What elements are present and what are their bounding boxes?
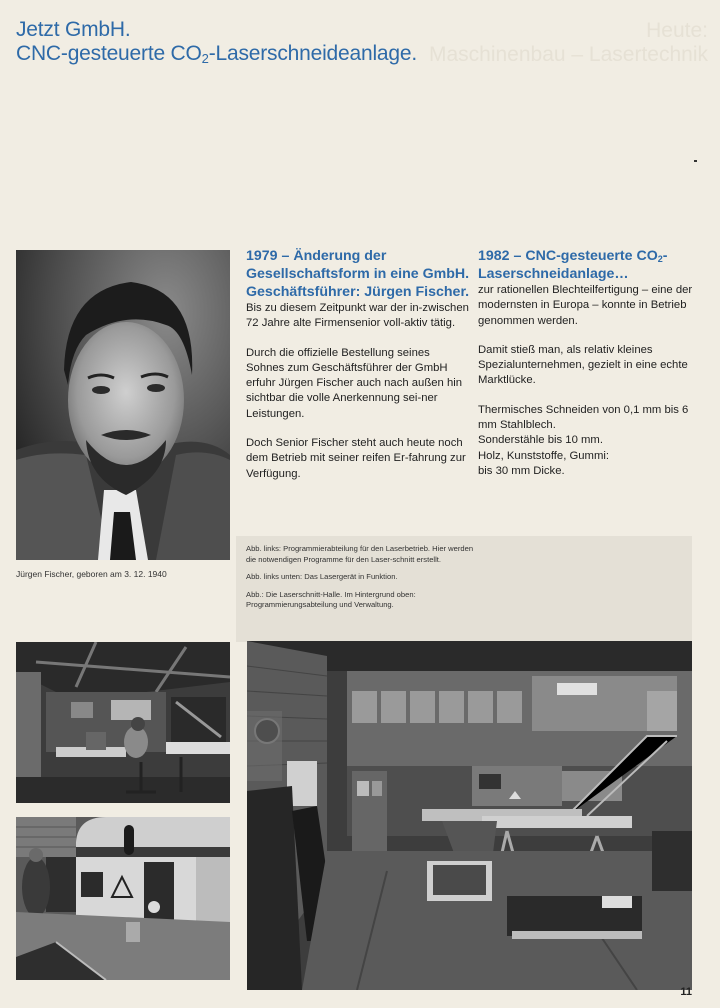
page-number: 11 (680, 986, 692, 998)
heading-text-end: -Laserschneidanlage… (478, 248, 668, 282)
title-line-1: Jetzt GmbH. (16, 18, 131, 41)
spec-list (478, 403, 703, 479)
title-line-2 (16, 42, 417, 66)
heading-subscript: 2 (657, 254, 663, 264)
heading-text: 1982 – CNC-gesteuerte CO (478, 248, 658, 264)
photo-caption: Abb. links: Programmierabteilung für den Laserbetrieb. Hier werden die notwendigen Programme für den Laser-schnitt erstellt. (246, 544, 474, 564)
title-subscript: 2 (201, 51, 209, 66)
photo-caption: Abb.: Die Laserschnitt-Halle. Im Hintergrund oben: Programmierungsabteilung und Verwaltung. (246, 589, 416, 609)
section-1982-paragraph: Damit stieß man, als relativ kleines Spezialunternehmen, gezielt in eine echte Marktlücke. (478, 343, 688, 387)
spec-line: Thermisches Schneiden von 0,1 mm bis 6 mm Stahlblech. (478, 403, 689, 432)
spec-line: bis 30 mm Dicke. (478, 464, 565, 477)
portrait-photo (16, 250, 230, 560)
section-1979 (246, 247, 471, 496)
spec-line: Holz, Kunststoffe, Gummi: (478, 449, 610, 462)
print-mark (694, 160, 697, 162)
section-1979-paragraph: Durch die offizielle Bestellung seines Sohnes zum Geschäftsführer der GmbH erfuhr Jürgen Fischer auch nach außen hin sichtbar die volle Anerkennung sei-ner Leistungen. (246, 346, 463, 420)
hall-photo (247, 641, 692, 990)
laser-photo (16, 817, 230, 980)
portrait-caption: Jürgen Fischer, geboren am 3. 12. 1940 (16, 569, 167, 579)
section-1982-heading (478, 247, 703, 283)
spec-line: Sonderstähle bis 10 mm. (478, 434, 603, 447)
section-1979-paragraph: Bis zu diesem Zeitpunkt war der in-zwischen 72 Jahre alte Firmensenior voll-aktiv tätig. (246, 302, 469, 330)
ghost-line-2: Maschinenbau – Lasertechnik (428, 43, 708, 66)
title-text-end: -Laserschneideanlage. (208, 42, 417, 65)
section-1982 (478, 247, 703, 479)
ghost-line-1: Heute: (646, 19, 708, 42)
section-1979-heading: 1979 – Änderung der Gesellschaftsform in eine GmbH. Geschäftsführer: Jürgen Fischer. (246, 248, 470, 300)
photo-caption: Abb. links unten: Das Lasergerät in Funktion. (246, 572, 398, 581)
section-1982-paragraph: zur rationellen Blechteilfertigung – eine der modernsten in Europa – konnte in Betrieb genommen werden. (478, 284, 693, 327)
photo-captions (246, 544, 476, 618)
office-photo (16, 642, 230, 803)
show-through-text (429, 19, 708, 67)
page-title (16, 18, 417, 66)
section-1979-paragraph: Doch Senior Fischer steht auch heute noch dem Betrieb mit seiner reifen Er-fahrung zur Verfügung. (246, 437, 466, 480)
title-text: CNC-gesteuerte CO (16, 42, 202, 65)
